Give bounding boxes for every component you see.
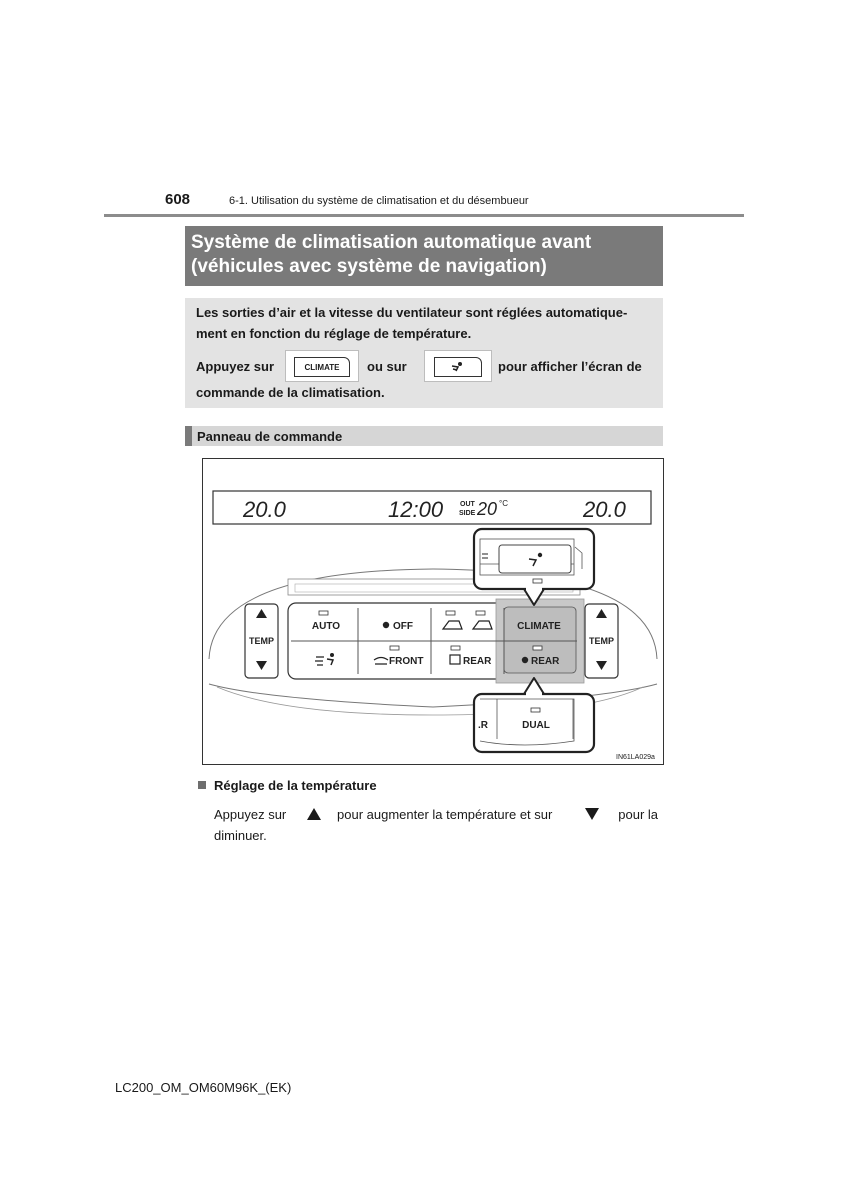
climate-key-label: CLIMATE (304, 362, 340, 372)
display-outside-temp: 20 (477, 499, 498, 519)
running-head: 6-1. Utilisation du système de climatisation et du désembueur (229, 195, 529, 207)
title-line-2: (véhicules avec système de navigation) (191, 256, 547, 277)
climate-key (294, 357, 350, 377)
section-heading-bar (185, 426, 192, 446)
press-prefix: Appuyez sur (196, 359, 275, 374)
triangle-down-icon (585, 808, 599, 820)
display-side-label: SIDE (459, 510, 476, 517)
temperature-heading (198, 778, 377, 793)
intro-line-3: commande de la climatisation. (196, 385, 385, 400)
dual-button-label: DUAL (522, 720, 550, 731)
display-unit: °C (499, 499, 508, 508)
figure-code: IN61LA029a (616, 754, 655, 761)
off-button-label: OFF (393, 621, 413, 632)
auto-button-label: AUTO (311, 621, 341, 632)
press-suffix: pour afficher l’écran de (498, 359, 642, 374)
airflow-icon (450, 361, 466, 373)
title-line-1: Système de climatisation automatique avant (191, 232, 592, 253)
bullet-square-icon (198, 781, 206, 789)
rear-defog-label: REAR (463, 656, 492, 667)
rear-fan-icon (522, 657, 528, 663)
page-title (185, 226, 663, 286)
display-clock: 12:00 (388, 497, 444, 522)
fan-off-icon (383, 622, 389, 628)
control-panel-figure (202, 458, 664, 765)
front-button-label: FRONT (389, 656, 424, 667)
page-number: 608 (165, 191, 191, 208)
temp-right-label: TEMP (588, 636, 615, 646)
display-out-label: OUT (460, 501, 475, 508)
display-left-temp: 20.0 (243, 497, 286, 522)
temperature-text-d: diminuer. (214, 828, 267, 843)
section-heading (185, 426, 663, 446)
intro-line-1: Les sorties d’air et la vitesse du ventilateur sont réglées automatique- (196, 305, 628, 320)
partial-button-label: .R (478, 720, 488, 731)
intro-press-line (196, 350, 656, 380)
intro-box (185, 298, 663, 408)
rear-fan-label: REAR (531, 656, 560, 667)
display-right-temp: 20.0 (583, 497, 626, 522)
airflow-key-image (424, 350, 492, 382)
temperature-text-a: Appuyez sur (214, 807, 287, 822)
intro-line-1b: ment en fonction du réglage de température. (196, 326, 472, 341)
temperature-text-c: pour la (618, 807, 658, 822)
climate-key-image (285, 350, 359, 382)
temperature-text-b: pour augmenter la température et sur (337, 807, 553, 822)
climate-button-label: CLIMATE (517, 621, 561, 632)
control-panel-illustration (203, 459, 663, 764)
section-heading-text: Panneau de commande (197, 429, 343, 444)
airflow-key (434, 357, 482, 377)
triangle-up-icon (307, 808, 321, 820)
temp-left-label: TEMP (248, 636, 275, 646)
footer-code: LC200_OM_OM60M96K_(EK) (115, 1080, 292, 1095)
or-text: ou sur (367, 359, 407, 374)
temperature-heading-text: Réglage de la température (214, 778, 377, 793)
temperature-text (214, 804, 660, 846)
header-rule (104, 214, 744, 217)
